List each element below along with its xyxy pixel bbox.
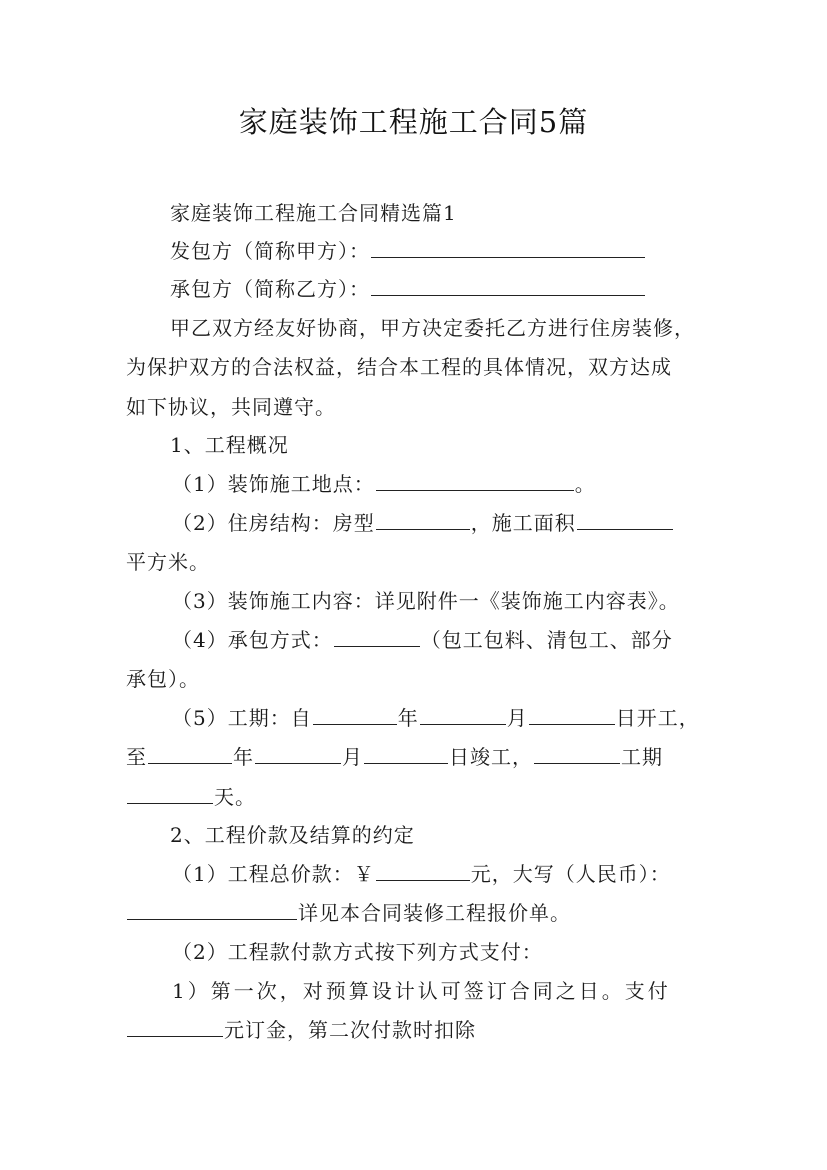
fill-blank xyxy=(313,706,397,725)
party-a-blank xyxy=(371,239,645,258)
subsection-heading: 2、工程价款及结算的约定 xyxy=(170,823,415,847)
paragraph-line: 甲乙双方经友好协商，甲方决定委托乙方进行住房装修， xyxy=(170,316,695,340)
item-line: （5）工期：自 年 月 日开工， xyxy=(172,706,700,730)
fill-blank xyxy=(148,745,232,764)
item-line: 详见本合同装修工程报价单。 xyxy=(126,900,571,926)
fill-blank xyxy=(255,745,341,764)
item-line: （1）装饰施工地点： 。 xyxy=(172,472,596,496)
item-line: 1）第一次，对预算设计认可签订合同之日。支付 xyxy=(172,979,671,1003)
fill-blank xyxy=(534,745,620,764)
item-line: 天。 xyxy=(126,784,256,810)
item-line: 承包）。 xyxy=(126,667,200,691)
paragraph-line: 为保护双方的合法权益，结合本工程的具体情况，双方达成 xyxy=(126,355,672,379)
fill-blank xyxy=(127,785,213,804)
fill-blank xyxy=(364,745,448,764)
fill-blank xyxy=(577,511,673,530)
fill-blank xyxy=(127,901,297,920)
item-line: 至 年 月 日竣工， 工期 xyxy=(126,745,663,769)
section-heading: 家庭装饰工程施工合同精选篇1 xyxy=(170,201,457,225)
party-b-blank xyxy=(371,277,645,296)
fill-blank xyxy=(529,706,615,725)
subsection-heading: 1、工程概况 xyxy=(170,433,289,457)
fill-blank xyxy=(376,862,470,881)
item-line: 平方米。 xyxy=(126,550,210,574)
party-a-label: 发包方（简称甲方）： xyxy=(170,239,370,263)
item-line: （2）住房结构：房型 ，施工面积 xyxy=(172,510,674,536)
item-line: 元订金，第二次付款时扣除 xyxy=(126,1017,476,1043)
fill-blank xyxy=(127,1018,223,1037)
item-line: （2）工程款付款方式按下列方式支付： xyxy=(172,940,543,964)
paragraph-line: 如下协议，共同遵守。 xyxy=(126,395,336,419)
fill-blank xyxy=(376,472,574,491)
item-line: （3）装饰施工内容：详见附件一《装饰施工内容表》。 xyxy=(172,589,680,613)
party-b-line xyxy=(170,276,646,302)
fill-blank xyxy=(420,706,506,725)
document-title: 家庭装饰工程施工合同5篇 xyxy=(238,105,589,139)
party-a-line xyxy=(170,238,646,264)
fill-blank xyxy=(376,511,470,530)
item-line: （1）工程总价款：￥ 元，大写（人民币）： xyxy=(172,862,671,886)
fill-blank xyxy=(334,628,420,647)
item-line: （4）承包方式： （包工包料、清包工、部分 xyxy=(172,628,673,652)
party-b-label: 承包方（简称乙方）： xyxy=(170,277,370,301)
